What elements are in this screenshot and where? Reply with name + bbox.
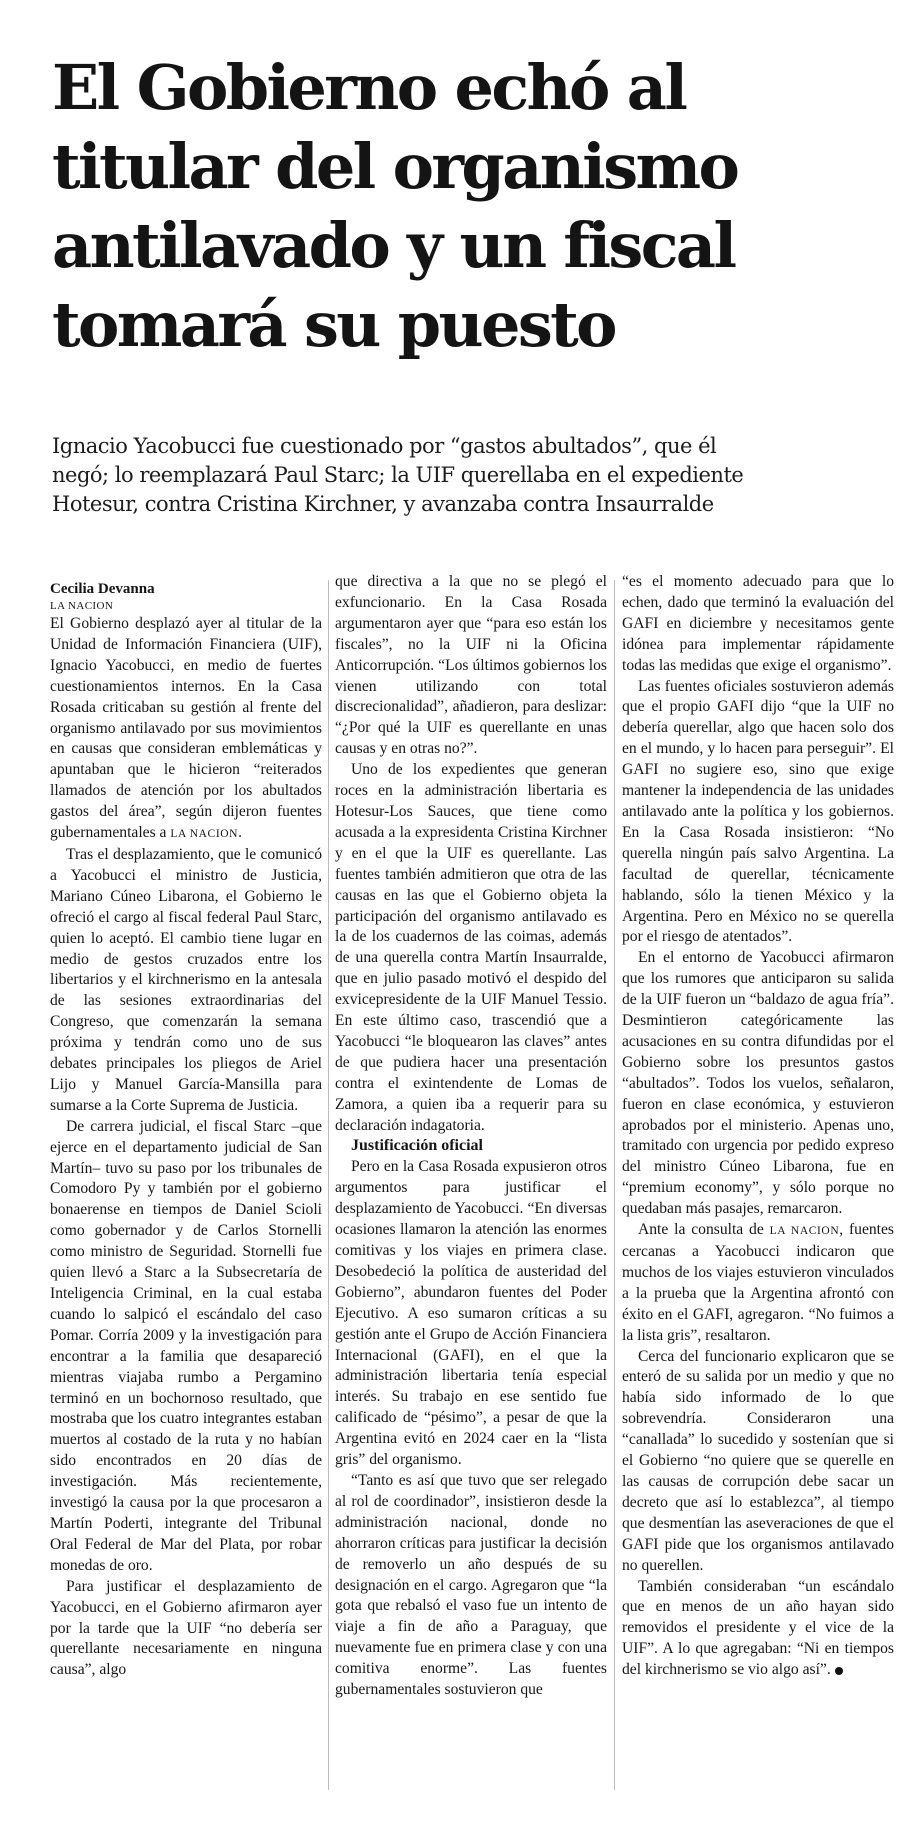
paragraph [50,614,322,845]
paragraph-text: Ante la consulta de [638,1221,764,1239]
column-divider [328,580,329,1790]
paragraph-text: El Gobierno desplazó ayer al titular de la Unidad de Información Financiera (UIF), Ignacio Yacobucci, en medio de fuertes cuestionamientos internos. En la Casa Rosada criticaban su gestión al frente del organismo antilavado por sus movimientos en causas que consideran emblemáticas y apuntaban que le hicieron “reiterados llamados de atención por los abultados gastos del área”, según dijeron fuentes gubernamentales a [50,615,322,842]
paragraph: De carrera judicial, el fiscal Starc –que ejerce en el departamento judicial de San Martín– tuvo su paso por los tribunales de Comodoro Py y también por el gobierno bonaerense en tiempos de Daniel Scioli como gobernador y de Carlos Stornelli como ministro de Seguridad. Stornelli fue quien llevó a Starc a la Subsecretaría de Inteligencia Criminal, en la cual estaba cuando lo salpicó el escándalo del caso Pomar. Corría 2009 y la investigación para encontrar a la familia que desapareció mientras viajaba rumbo a Pergamino terminó en un bochornoso resultado, que mostraba que los cuatro integrantes estaban muertos al costado de la ruta y no habían sido encontrados en 20 días de investigación. Más recientemente, investigó la causa por la que procesaron a Martín Poderti, integrante del Tribunal Oral Federal de Mar del Plata, por robar monedas de oro. [50,1117,322,1574]
column-divider [614,580,615,1790]
paragraph: “Tanto es así que tuvo que ser relegado al rol de coordinador”, insistieron desde la administración nacional, donde no ahorraron críticas para justificar la decisión de removerlo un año después de su designación en el cargo. Agregaron que “la gota que rebalsó el vaso fue un intento de viaje a fin de año a Paraguay, que nuevamente fue en primera clase y con una comitiva enorme”. Las fuentes gubernamentales sostuvieron que [335,1471,607,1699]
byline-outlet: LA NACION [50,600,114,612]
headline-line: antilavado y un fiscal [52,209,735,282]
outlet-name: LA NACION [769,1225,840,1238]
paragraph: Pero en la Casa Rosada expusieron otros argumentos para justificar el desplazamiento de Yacobucci. “En diversas ocasiones llamaron la atención las enormes comitivas y los viajes en primera clase. Desobedeció la política de austeridad del Gobierno”, abundaron fuentes del Poder Ejecutivo. A eso sumaron críticas a su gestión ante el Grupo de Acción Financiera Internacional (GAFI), en el que la administración libertaria tenía especial interés. Su trabajo en ese sentido fue calificado de “pésimo”, a pesar de que la Argentina evitó en 2024 caer en la “lista gris” del organismo. [335,1158,607,1469]
paragraph: En el entorno de Yacobucci afirmaron que los rumores que anticiparon su salida de la UIF fueron un “baldazo de agua fría”. Desmintieron categóricamente las acusaciones en su contra difundidas por el Gobierno sobre los presuntos gastos “abultados”. Todos los vuelos, señalaron, fueron en clase económica, y estuvieron aprobados por el ministerio. Apenas uno, tramitado con urgencia por pedido expreso del ministro Cúneo Libarona, fue en “premium economy”, y sólo porque no quedaban más pasajes, remarcaron. [622,949,894,1218]
headline-line: tomará su puesto [52,288,615,361]
paragraph-text: , fuentes cercanas a Yacobucci indicaron que muchos de los viajes estuvieron vinculados a la prueba que la Argentina afrontó con éxito en el GAFI, agregaron. “No fuimos a la lista gris”, resaltaron. [622,1221,894,1344]
article-column-2 [335,572,607,1701]
article-column-1 [50,580,322,1681]
end-of-article-icon [835,1667,843,1675]
paragraph: Las fuentes oficiales sostuvieron además que el propio GAFI dijo “que la UIF no debería querellar, algo que hacen solo dos en el mundo, y lo hacen para perseguir”. El GAFI no sugiere eso, sino que exige mantener la independencia de las unidades antilavado ante la política y los gobiernos. En la Casa Rosada insistieron: “No querella ningún país salvo Argentina. La facultad de querellar, técnicamente hablando, sólo la tienen México y la Argentina. Pero en México no se querella por el riesgo de atentados”. [622,677,894,946]
deck-subheadline [52,432,882,519]
headline [52,48,872,364]
paragraph: Tras el desplazamiento, que le comunicó a Yacobucci el ministro de Justicia, Mariano Cúneo Libarona, el Gobierno le ofreció el cargo al fiscal federal Paul Starc, quien lo aceptó. El cambio tiene lugar en medio de gestos cruzados entre los libertarios y el kirchnerismo en la antesala de las sesiones extraordinarias del Congreso, que comenzarán la semana próxima y tendrán como uno de sus debates principales los pliegos de Ariel Lijo y Manuel García-Mansilla para sumarse a la Corte Suprema de Justicia. [50,845,322,1114]
article-column-3 [622,572,894,1681]
paragraph-text: También consideraban “un escándalo que en menos de un año hayan sido removidos el presidente y el vice de la UIF”. A lo que agregaban: “Ni en tiempos del kirchnerismo se vio algo así”. [622,1577,894,1679]
byline-author: Cecilia Devanna [50,581,155,597]
deck-line: negó; lo reemplazará Paul Starc; la UIF querellaba en el expediente [52,463,744,487]
deck-line: Ignacio Yacobucci fue cuestionado por “gastos abultados”, que él [52,434,717,458]
deck-line: Hotesur, contra Cristina Kirchner, y avanzaba contra Insaurralde [52,492,714,516]
headline-line: El Gobierno echó al [52,51,686,124]
paragraph [622,1577,894,1682]
paragraph: Cerca del funcionario explicaron que se enteró de su salida por un medio y que no había sido informado de lo que sobrevendría. Consideraron una “canallada” lo sucedido y sostenían que si el Gobierno “no quiere que se querelle en las causas de corrupción debe sacar un decreto que así lo establezca”, al tiempo que desmentían las aseveraciones de que el GAFI pide que los organismos antilavado no querellen. [622,1347,894,1574]
paragraph-text: . [238,824,242,842]
paragraph [622,1220,894,1346]
section-subhead: Justificación oficial [351,1137,483,1155]
paragraph: que directiva a la que no se plegó el exfuncionario. En la Casa Rosada argumentaron ayer que “para eso están los fiscales”, no la UIF ni la Oficina Anticorrupción. “Los últimos gobiernos los vienen utilizando con total discrecionalidad”, añadieron, para deslizar: “¿Por qué la UIF es querellante en unas causas y en otras no?”. [335,573,607,758]
paragraph: Para justificar el desplazamiento de Yacobucci, en el Gobierno afirmaron ayer por la tarde que la UIF “no debería ser querellante necesariamente en ninguna causa”, algo [50,1577,322,1679]
paragraph: Uno de los expedientes que generan roces en la administración libertaria es Hotesur-Los Sauces, que tiene como acusada a la expresidenta Cristina Kirchner y en el que la UIF es querellante. Las fuentes también admitieron que otra de las causas en las que el Gobierno objeta la participación del organismo antilavado es la de los cuadernos de las coimas, además de una querella contra Martín Insaurralde, que en julio pasado motivó el despido del exvicepresidente de la UIF Manuel Tessio. En este último caso, trascendió que a Yacobucci “le bloquearon las claves” antes de que pudiera hacer una presentación contra el exintendente de Lomas de Zamora, a quien iba a requerir para su declaración indagatoria. [335,761,607,1134]
headline-line: titular del organismo [52,130,738,203]
outlet-name: LA NACION [170,828,239,841]
paragraph: “es el momento adecuado para que lo echen, dado que terminó la evaluación del GAFI en diciembre y necesitamos gente idónea para implementar rápidamente todas las medidas que exige el organismo”. [622,573,894,674]
